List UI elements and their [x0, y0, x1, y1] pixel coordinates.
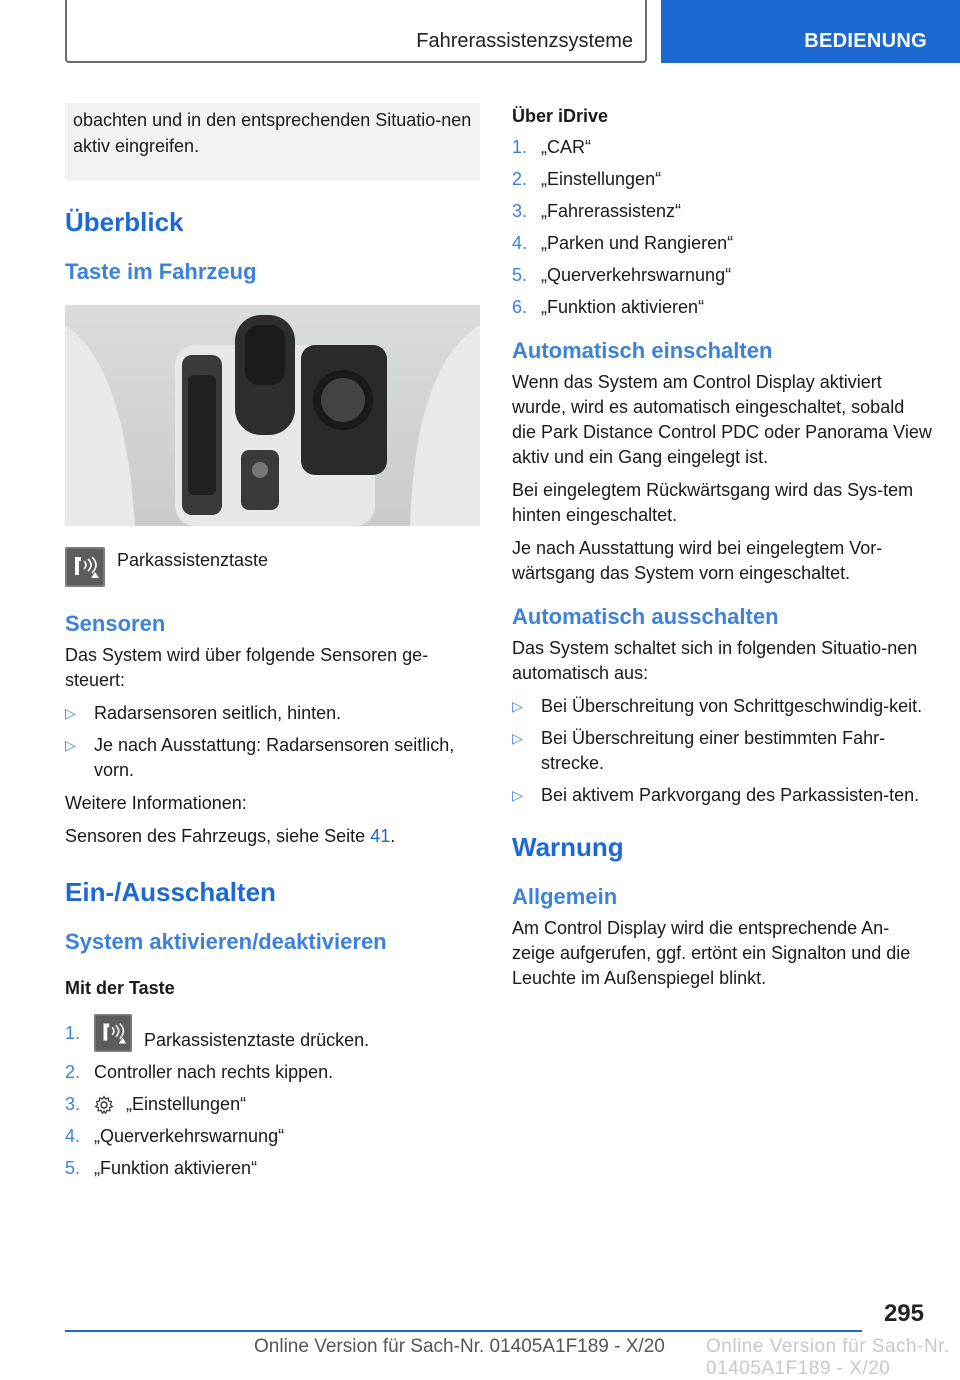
- triangle-right-icon: ▷: [512, 730, 523, 746]
- step-number: 5.: [65, 1158, 81, 1178]
- step-number: 4.: [512, 233, 528, 253]
- taste-steps-list: [65, 1013, 480, 1181]
- step-text: „Funktion aktivieren“: [94, 1158, 258, 1178]
- heading-taste-im-fahrzeug: Taste im Fahrzeug: [65, 259, 257, 284]
- gear-icon: [94, 1095, 114, 1115]
- heading-mit-der-taste: Mit der Taste: [65, 978, 175, 998]
- list-item: [512, 231, 932, 256]
- step-number: 3.: [512, 201, 528, 221]
- auto-ein-paragraph-3: Je nach Ausstattung wird bei eingelegtem Vor-wärtsgang das System vorn eingeschaltet.: [512, 538, 883, 583]
- allgemein-paragraph: Am Control Display wird die entsprechende An-zeige aufgerufen, ggf. ertönt ein Signalton und die Leuchte im Außenspiegel blinkt.: [512, 918, 911, 988]
- page-41-link[interactable]: 41: [370, 826, 391, 846]
- auto-ein-paragraph-2: Bei eingelegtem Rückwärtsgang wird das Sys-tem hinten eingeschaltet.: [512, 480, 914, 525]
- triangle-right-icon: ▷: [65, 737, 76, 753]
- watermark: Online Version für Sach-Nr. 01405A1F189 - X/20: [706, 1336, 950, 1379]
- section-title: Fahrerassistenzsysteme: [416, 30, 633, 52]
- step-text: „Querverkehrswarnung“: [94, 1126, 285, 1146]
- heading-allgemein: Allgemein: [512, 884, 618, 909]
- triangle-right-icon: ▷: [512, 698, 523, 714]
- sensoren-list: [65, 701, 480, 783]
- step-number: 3.: [65, 1094, 81, 1114]
- heading-automatisch-einschalten: Automatisch einschalten: [512, 338, 773, 363]
- list-item-text: Bei aktivem Parkvorgang des Parkassisten-ten.: [541, 785, 920, 805]
- notice-box: [65, 103, 480, 181]
- park-assist-key-icon: [65, 547, 105, 587]
- step-text: „Querverkehrswarnung“: [541, 265, 732, 285]
- notice-text: obachten und in den entsprechenden Situatio-nen aktiv eingreifen.: [73, 110, 472, 156]
- step-number: 1.: [65, 1023, 81, 1043]
- list-item: [512, 135, 932, 160]
- step-number: 5.: [512, 265, 528, 285]
- step-text: „Funktion aktivieren“: [541, 297, 705, 317]
- page-number: 295: [883, 1300, 924, 1327]
- chapter-label: BEDIENUNG: [804, 30, 927, 52]
- list-item: [512, 263, 932, 288]
- list-item: [65, 1092, 480, 1117]
- park-key-legend: [65, 547, 480, 587]
- center-console-photo: [65, 305, 480, 526]
- list-item: [65, 733, 480, 783]
- list-item-text: Bei Überschreitung von Schrittgeschwindig-keit.: [541, 696, 923, 716]
- step-text: Controller nach rechts kippen.: [94, 1062, 334, 1082]
- footer-divider: [65, 1330, 862, 1332]
- header-section-box: [65, 0, 647, 63]
- list-item: [65, 1013, 480, 1053]
- triangle-right-icon: ▷: [65, 705, 76, 721]
- step-text: Parkassistenztaste drücken.: [144, 1029, 370, 1050]
- step-text: „Einstellungen“: [126, 1094, 247, 1114]
- sensoren-intro: Das System wird über folgende Sensoren ge-steuert:: [65, 645, 429, 690]
- auto-ein-paragraph-1: Wenn das System am Control Display aktiviert wurde, wird es automatisch eingeschaltet, sobald die Park Distance Control PDC oder Panorama View aktiv und ein Gang eingelegt ist.: [512, 372, 932, 467]
- step-number: 6.: [512, 297, 528, 317]
- list-item: [512, 199, 932, 224]
- list-item: [65, 701, 480, 726]
- step-number: 1.: [512, 137, 528, 157]
- list-item: [65, 1124, 480, 1149]
- chapter-tab: [661, 0, 960, 63]
- list-item: [512, 167, 932, 192]
- idrive-steps-list: [512, 135, 932, 320]
- auto-aus-list: [512, 694, 932, 808]
- park-key-label: Parkassistenztaste: [117, 550, 269, 570]
- step-text: „Fahrerassistenz“: [541, 201, 682, 221]
- step-text: „CAR“: [541, 137, 591, 157]
- online-version-text: Online Version für Sach-Nr. 01405A1F189 - X/20: [254, 1336, 665, 1357]
- step-number: 2.: [65, 1062, 81, 1082]
- park-assist-key-icon: [94, 1014, 132, 1052]
- list-item: [512, 726, 932, 776]
- step-text: „Parken und Rangieren“: [541, 233, 734, 253]
- sensoren-reference: Sensoren des Fahrzeugs, siehe Seite 41.: [65, 826, 396, 846]
- list-item: [65, 1156, 480, 1181]
- list-item-text: Bei Überschreitung einer bestimmten Fahr-strecke.: [541, 728, 886, 773]
- right-column: [512, 103, 932, 999]
- left-column: [65, 103, 480, 1197]
- reference-text: Sensoren des Fahrzeugs, siehe Seite: [65, 826, 366, 846]
- heading-warnung: Warnung: [512, 832, 624, 862]
- heading-automatisch-ausschalten: Automatisch ausschalten: [512, 604, 779, 629]
- auto-aus-intro: Das System schaltet sich in folgenden Situatio-nen automatisch aus:: [512, 638, 918, 683]
- list-item: [512, 694, 932, 719]
- step-number: 4.: [65, 1126, 81, 1146]
- heading-ueberblick: Überblick: [65, 207, 184, 237]
- list-item: [512, 295, 932, 320]
- weitere-informationen: Weitere Informationen:: [65, 793, 247, 813]
- list-item-text: Je nach Ausstattung: Radarsensoren seitlich, vorn.: [94, 735, 455, 780]
- step-text: „Einstellungen“: [541, 169, 662, 189]
- heading-system-aktivieren: System aktivieren/deaktivieren: [65, 929, 387, 954]
- heading-ein-ausschalten: Ein-/Ausschalten: [65, 877, 276, 907]
- step-number: 2.: [512, 169, 528, 189]
- list-item-text: Radarsensoren seitlich, hinten.: [94, 703, 342, 723]
- list-item: [512, 783, 932, 808]
- heading-sensoren: Sensoren: [65, 611, 166, 636]
- heading-ueber-idrive: Über iDrive: [512, 106, 609, 126]
- triangle-right-icon: ▷: [512, 787, 523, 803]
- list-item: [65, 1060, 480, 1085]
